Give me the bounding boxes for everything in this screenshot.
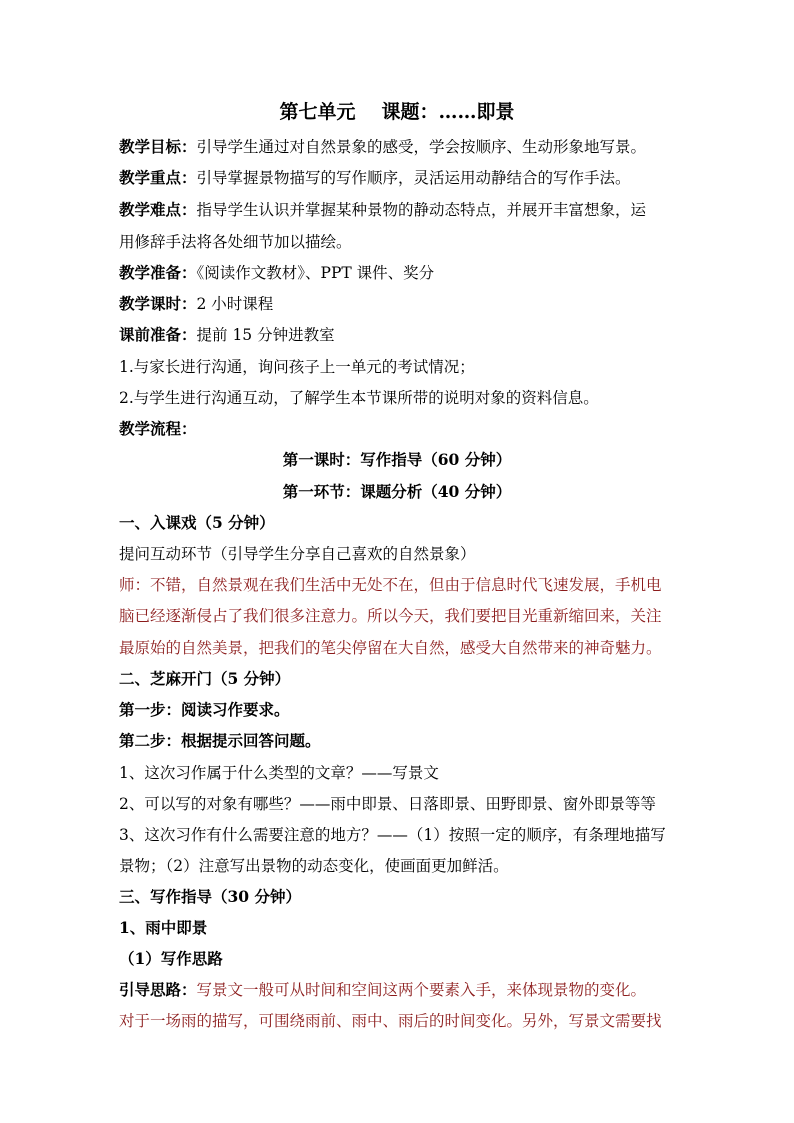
guide-label: 引导思路： <box>119 980 197 999</box>
goal-label: 教学目标： <box>119 137 197 156</box>
guide-text: 写景文一般可从时间和空间这两个要素入手，来体现景物的变化。 <box>196 981 647 999</box>
question-3-continued: 景物；（2）注意写出景物的动态变化，使画面更加鲜活。 <box>119 857 509 875</box>
pre-class-preparation <box>119 325 335 345</box>
section-heading: 第一环节：课题分析（40 分钟） <box>282 482 512 501</box>
teaching-difficulty <box>119 200 646 220</box>
teaching-hours <box>119 294 273 314</box>
key-text: 引导掌握景物描写的写作顺序，灵活运用动静结合的写作手法。 <box>196 169 631 187</box>
teacher-line-2: 脑已经逐渐侵占了我们很多注意力。所以今天，我们要把目光重新缩回来，关注 <box>119 607 662 625</box>
prep-text: 《阅读作文教材》、PPT 课件、奖分 <box>196 264 435 282</box>
question-1: 1、这次习作属于什么类型的文章？——写景文 <box>119 764 439 782</box>
process-label: 教学流程： <box>119 419 197 438</box>
topic-title: 课题：……即景 <box>381 101 515 123</box>
guide-paragraph <box>119 980 646 1000</box>
part2-heading: 二、芝麻开门（5 分钟） <box>119 669 291 688</box>
step-2: 第二步：根据提示回答问题。 <box>119 731 321 750</box>
preclass-item-2: 2.与学生进行沟通互动，了解学生本节课所带的说明对象的资料信息。 <box>119 389 599 407</box>
part1-prompt: 提问互动环节（引导学生分享自己喜欢的自然景象） <box>119 545 476 563</box>
subsection-rain: 1、雨中即景 <box>119 918 208 937</box>
teacher-line-1: 师：不错，自然景观在我们生活中无处不在，但由于信息时代飞速发展，手机电 <box>119 576 662 594</box>
teaching-key-point <box>119 168 631 188</box>
difficulty-label: 教学难点： <box>119 200 197 219</box>
teacher-line-3: 最原始的自然美景，把我们的笔尖停留在大自然，感受大自然带来的神奇魅力。 <box>119 639 662 657</box>
guide-text-continued: 对于一场雨的描写，可围绕雨前、雨中、雨后的时间变化。另外，写景文需要找 <box>119 1012 662 1030</box>
prep-label: 教学准备： <box>119 263 197 282</box>
preclass-item-1: 1.与家长进行沟通，询问孩子上一单元的考试情况； <box>119 358 475 376</box>
subsection-writing-idea: （1）写作思路 <box>119 949 223 968</box>
key-label: 教学重点： <box>119 168 197 187</box>
question-3: 3、这次习作有什么需要注意的地方？——（1）按照一定的顺序，有条理地描写 <box>119 826 666 844</box>
teaching-difficulty-continued: 用修辞手法将各处细节加以描绘。 <box>119 233 352 251</box>
preclass-text: 提前 15 分钟进教室 <box>196 326 335 344</box>
preclass-label: 课前准备： <box>119 325 197 344</box>
unit-title: 第七单元 <box>279 101 356 123</box>
teaching-goal <box>119 137 646 157</box>
period-heading: 第一课时：写作指导（60 分钟） <box>282 450 512 469</box>
step-1: 第一步：阅读习作要求。 <box>119 700 290 719</box>
teaching-preparation <box>119 263 434 283</box>
part1-heading: 一、入课戏（5 分钟） <box>119 513 275 532</box>
hours-text: 2 小时课程 <box>196 295 274 313</box>
hours-label: 教学课时： <box>119 294 197 313</box>
goal-text: 引导学生通过对自然景象的感受，学会按顺序、生动形象地写景。 <box>196 138 647 156</box>
part3-heading: 三、写作指导（30 分钟） <box>119 887 301 906</box>
page-title <box>0 100 794 124</box>
difficulty-text: 指导学生认识并掌握某种景物的静动态特点，并展开丰富想象，运 <box>196 201 647 219</box>
question-2: 2、可以写的对象有哪些？——雨中即景、日落即景、田野即景、窗外即景等等 <box>119 795 656 813</box>
